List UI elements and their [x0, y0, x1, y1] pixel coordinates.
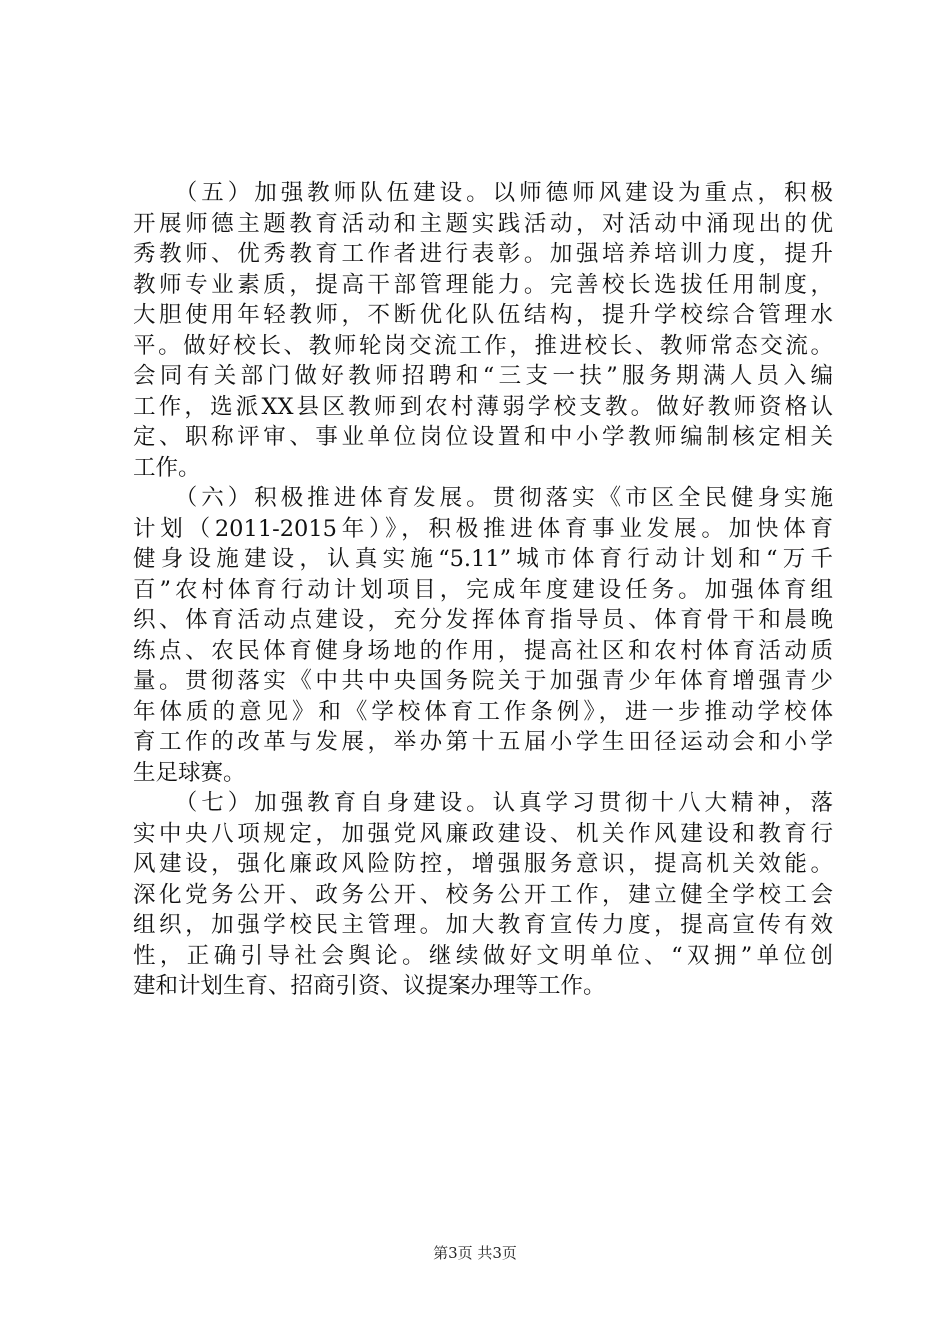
text-line: 工作。 [133, 454, 201, 481]
text-line: 百”农村体育行动计划项目，完成年度建设任务。加强体育组 [133, 576, 833, 603]
text-line: 大胆使用年轻教师，不断优化队伍结构，提升学校综合管理水 [133, 302, 833, 328]
text-line: 工作，选派XX县区教师到农村薄弱学校支教。做好教师资格认 [133, 393, 833, 420]
text-line: 平。做好校长、教师轮岗交流工作，推进校长、教师常态交流。 [133, 332, 833, 359]
text-line: 建和计划生育、招商引资、议提案办理等工作。 [133, 973, 606, 999]
text-line: 秀教师、优秀教育工作者进行表彰。加强培养培训力度，提升 [133, 241, 833, 267]
text-line: 健身设施建设，认真实施“5.11”城市体育行动计划和“万千 [133, 546, 833, 572]
page-number-footer: 第3页 共3页 [433, 1244, 517, 1262]
text-line: （七）加强教育自身建设。认真学习贯彻十八大精神，落 [133, 790, 833, 816]
paragraph-self-construction [133, 788, 833, 1002]
text-line: 会同有关部门做好教师招聘和“三支一扶”服务期满人员入编 [133, 363, 833, 389]
text-line: 定、职称评审、事业单位岗位设置和中小学教师编制核定相关 [133, 424, 833, 450]
text-line: 组织，加强学校民主管理。加大教育宣传力度，提高宣传有效 [133, 912, 833, 938]
paragraph-sports-development [133, 483, 833, 788]
document-body [133, 178, 833, 1002]
text-line: 风建设，强化廉政风险防控，增强服务意识，提高机关效能。 [133, 851, 833, 877]
text-line: 生足球赛。 [133, 759, 246, 786]
text-line: （六）积极推进体育发展。贯彻落实《市区全民健身实施 [133, 485, 833, 511]
text-line: （五）加强教师队伍建设。以师德师风建设为重点，积极 [133, 180, 833, 206]
text-line: 深化党务公开、政务公开、校务公开工作，建立健全学校工会 [133, 881, 833, 908]
text-line: 性，正确引导社会舆论。继续做好文明单位、“双拥”单位创 [133, 942, 833, 969]
text-line: 实中央八项规定，加强党风廉政建设、机关作风建设和教育行 [133, 820, 833, 847]
text-line: 开展师德主题教育活动和主题实践活动，对活动中涌现出的优 [133, 210, 833, 237]
text-line: 计划（2011-2015年）》，积极推进体育事业发展。加快体育 [133, 515, 834, 542]
paragraph-teacher-team [133, 178, 833, 483]
text-line: 教师专业素质，提高干部管理能力。完善校长选拔任用制度， [133, 271, 833, 298]
text-line: 年体质的意见》和《学校体育工作条例》，进一步推动学校体 [133, 698, 833, 725]
text-line: 练点、农民体育健身场地的作用，提高社区和农村体育活动质 [133, 637, 833, 664]
text-line: 量。贯彻落实《中共中央国务院关于加强青少年体育增强青少 [133, 668, 833, 694]
text-line: 织、体育活动点建设，充分发挥体育指导员、体育骨干和晨晚 [133, 607, 833, 633]
text-line: 育工作的改革与发展，举办第十五届小学生田径运动会和小学 [133, 729, 833, 755]
